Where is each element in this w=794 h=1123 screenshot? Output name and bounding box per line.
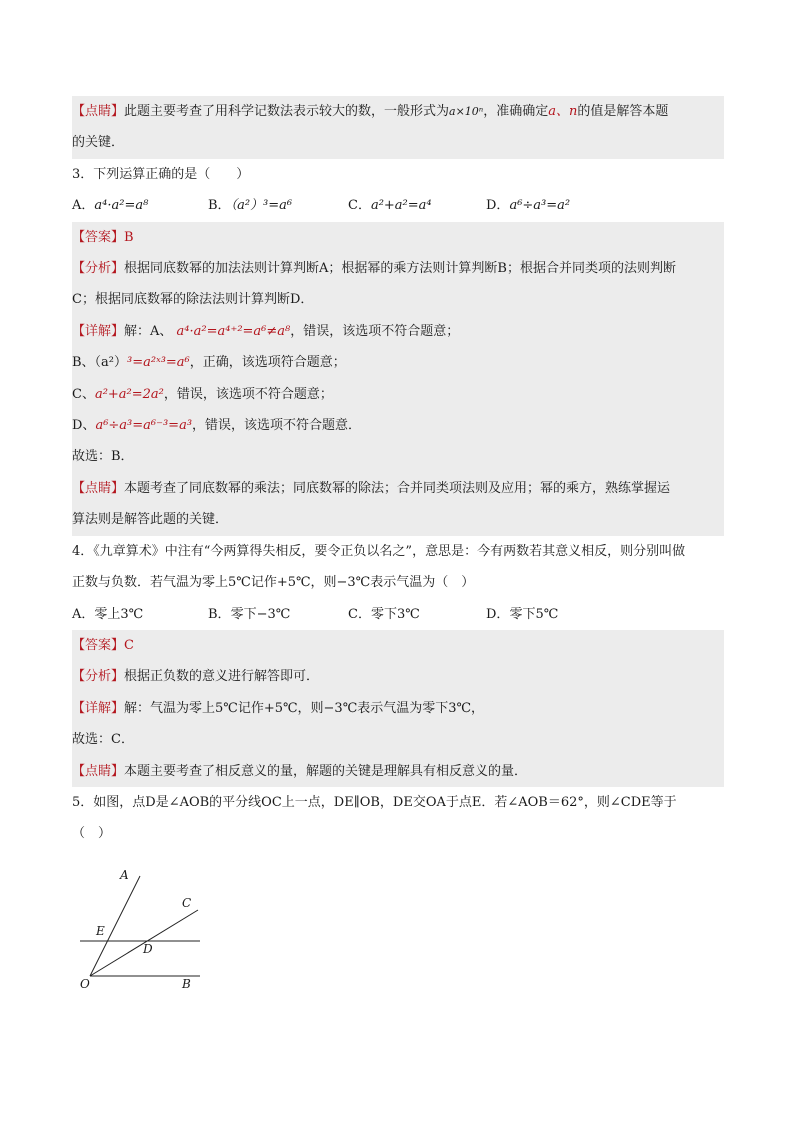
q2-note-line-2: 的关键． bbox=[72, 127, 724, 158]
q3-detail-d: D、a⁶÷a³=a⁶⁻³=a³，错误，该选项不符合题意． bbox=[72, 410, 724, 441]
q4-stem-1: 4．《九章算术》中注有“今两算得失相反，要令正负以名之”，意思是：今有两数若其意义相反，则分别叫做 bbox=[72, 543, 686, 559]
q5-stem-2: （ ） bbox=[72, 826, 112, 842]
q4-note: 【点睛】本题主要考查了相反意义的量，解题的关键是理解具有相反意义的量． bbox=[72, 756, 724, 787]
label-a: A bbox=[120, 868, 129, 882]
sci-notation-formula: a×10ⁿ bbox=[449, 105, 484, 118]
q3-note-1: 【点睛】本题考查了同底数幂的乘法；同底数幂的除法；合并同类项法则及应用；幂的乘方，熟练掌握运 bbox=[72, 473, 724, 504]
q3-answer: 【答案】B bbox=[72, 222, 724, 253]
q3-detail-a: 【详解】解：A、 a⁴·a²=a⁴⁺²=a⁶≠a⁸，错误，该选项不符合题意； bbox=[72, 316, 724, 347]
q3-analysis-1: 【分析】根据同底数幂的加法法则计算判断A；根据幂的乘方法则计算判断B；根据合并同类项的法则判断 bbox=[72, 253, 724, 284]
q3-option-b: B．（a²）³=a⁶ bbox=[208, 198, 293, 214]
label-c: C bbox=[182, 896, 192, 910]
q4-option-c: C．零下3℃ bbox=[348, 606, 420, 622]
q4-stem-2: 正数与负数．若气温为零上5℃记作+5℃，则−3℃表示气温为（ ） bbox=[72, 575, 475, 591]
label-b: B bbox=[182, 977, 191, 991]
q4-choose: 故选：C． bbox=[72, 724, 724, 755]
q4-option-a: A．零上3℃ bbox=[72, 606, 144, 622]
label-d: D bbox=[143, 942, 153, 956]
q3-analysis-2: C；根据同底数幂的除法法则计算判断D． bbox=[72, 284, 724, 315]
q4-option-d: D．零下5℃ bbox=[486, 606, 559, 622]
q3-choose: 故选：B． bbox=[72, 441, 724, 472]
q3-option-d: D．a⁶÷a³=a² bbox=[486, 198, 571, 214]
q3-detail-c: C、a²+a²=2a²，错误，该选项不符合题意； bbox=[72, 379, 724, 410]
q3-option-a: A．a⁴·a²=a⁸ bbox=[72, 198, 149, 214]
q4-analysis: 【分析】根据正负数的意义进行解答即可． bbox=[72, 661, 724, 692]
q4-options bbox=[72, 599, 724, 630]
q5-stem-1: 5．如图，点D是∠AOB的平分线OC上一点，DE∥OB，DE交OA于点E．若∠AOB＝62°，则∠CDE等于 bbox=[72, 794, 677, 810]
q3-detail-b: B、（a²）³=a²ˣ³=a⁶，正确，该选项符合题意； bbox=[72, 347, 724, 378]
label-e: E bbox=[96, 924, 105, 938]
note-tag: 【点睛】 bbox=[72, 104, 125, 119]
q2-note-line-1: 【点睛】此题主要考查了用科学记数法表示较大的数，一般形式为a×10ⁿ，准确确定a、n的值是解答本题 bbox=[72, 96, 724, 127]
q3-option-c: C．a²+a²=a⁴ bbox=[348, 198, 432, 214]
q4-answer: 【答案】C bbox=[72, 630, 724, 661]
q3-options bbox=[72, 190, 724, 221]
q4-detail: 【详解】解：气温为零上5℃记作+5℃，则−3℃表示气温为零下3℃， bbox=[72, 693, 724, 724]
document-page bbox=[72, 96, 724, 850]
label-o: O bbox=[80, 977, 90, 991]
q3-stem: 3．下列运算正确的是（ ） bbox=[72, 166, 250, 182]
q3-note-2: 算法则是解答此题的关键． bbox=[72, 504, 724, 535]
angle-bisector-figure bbox=[78, 862, 208, 1002]
q4-option-b: B．零下−3℃ bbox=[208, 606, 291, 622]
variables: a、n bbox=[548, 104, 578, 119]
